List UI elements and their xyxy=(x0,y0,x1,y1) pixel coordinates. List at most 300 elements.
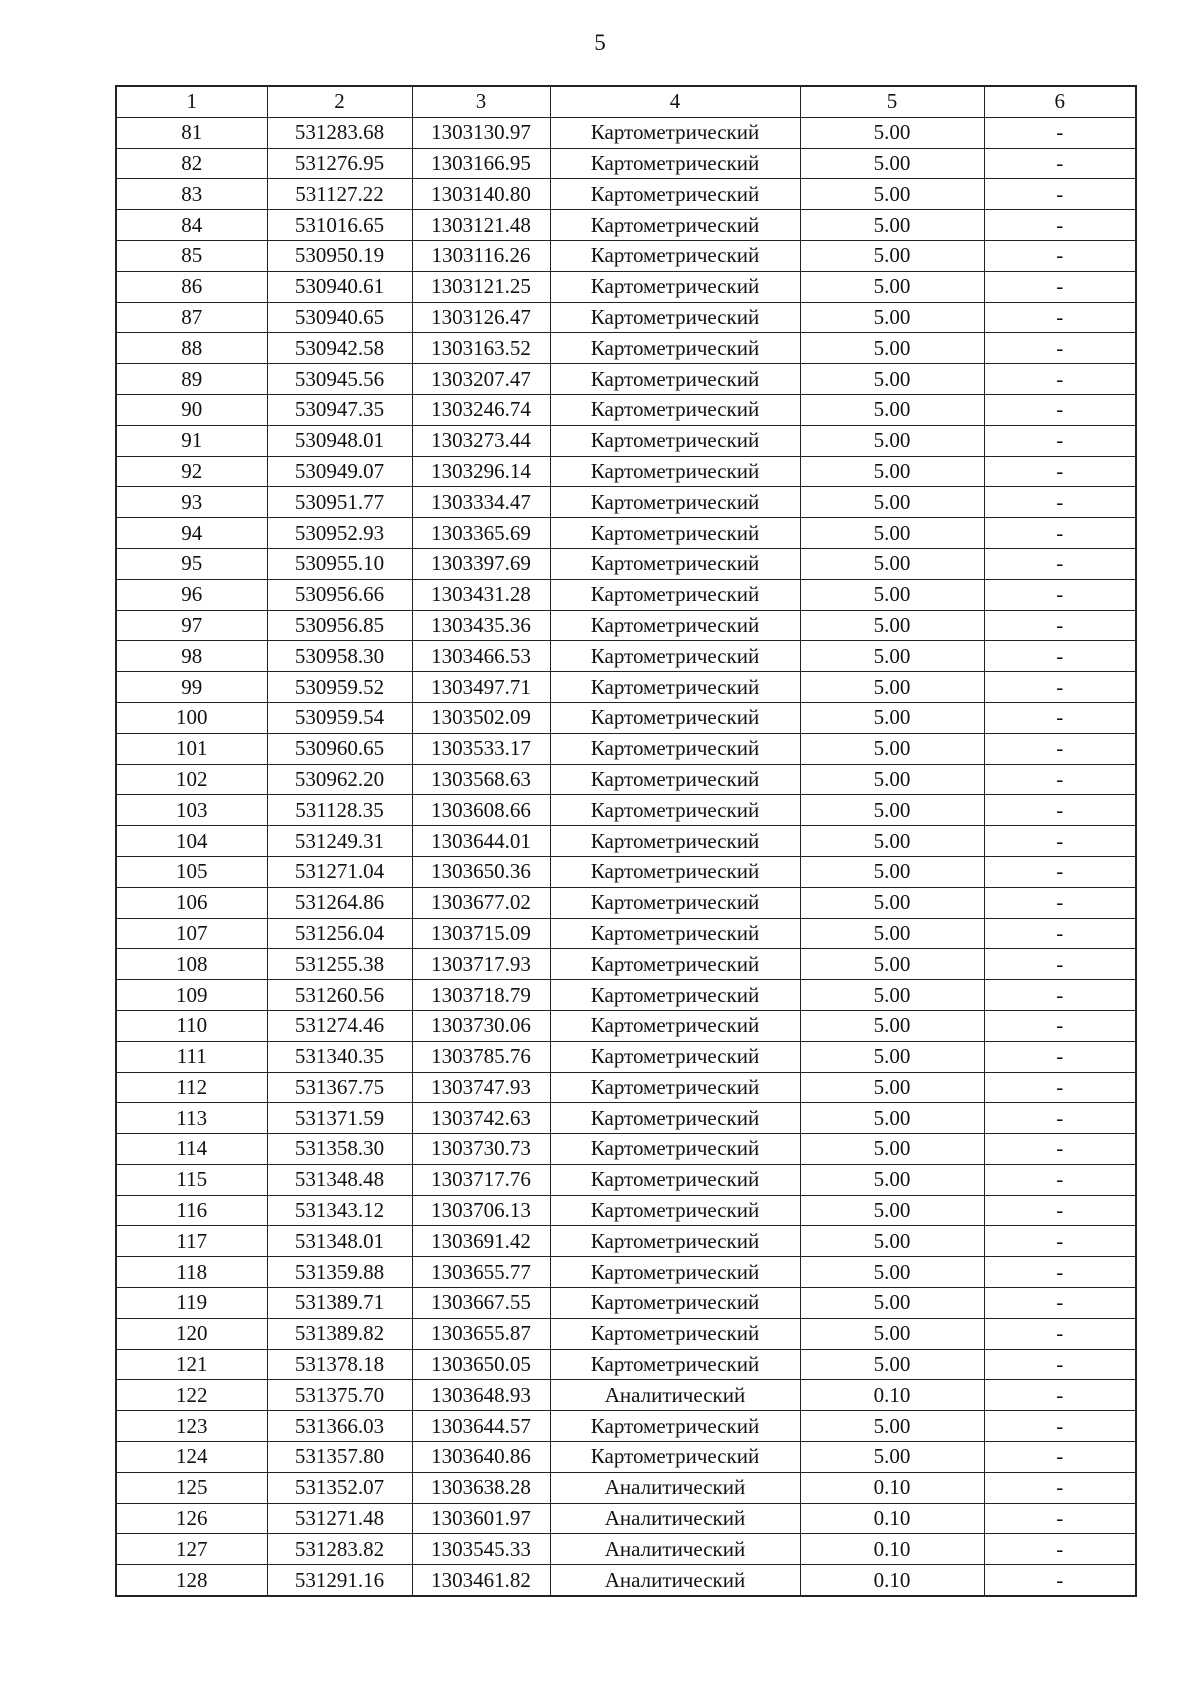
cell-y-coordinate: 1303502.09 xyxy=(412,702,550,733)
table-row xyxy=(116,394,1136,425)
cell-point-number: 107 xyxy=(116,918,267,949)
cell-accuracy: 0.10 xyxy=(800,1503,984,1534)
cell-note: - xyxy=(984,1103,1136,1134)
table-row xyxy=(116,1195,1136,1226)
cell-x-coordinate: 531343.12 xyxy=(267,1195,412,1226)
cell-accuracy: 5.00 xyxy=(800,887,984,918)
cell-method: Картометрический xyxy=(550,394,800,425)
cell-y-coordinate: 1303730.06 xyxy=(412,1010,550,1041)
cell-y-coordinate: 1303644.57 xyxy=(412,1411,550,1442)
cell-method: Аналитический xyxy=(550,1472,800,1503)
cell-x-coordinate: 530956.85 xyxy=(267,610,412,641)
cell-accuracy: 5.00 xyxy=(800,425,984,456)
cell-accuracy: 5.00 xyxy=(800,394,984,425)
cell-y-coordinate: 1303730.73 xyxy=(412,1134,550,1165)
cell-note: - xyxy=(984,672,1136,703)
cell-note: - xyxy=(984,1195,1136,1226)
cell-accuracy: 5.00 xyxy=(800,795,984,826)
cell-y-coordinate: 1303706.13 xyxy=(412,1195,550,1226)
cell-note: - xyxy=(984,456,1136,487)
cell-x-coordinate: 531016.65 xyxy=(267,210,412,241)
table-row xyxy=(116,1503,1136,1534)
cell-x-coordinate: 530956.66 xyxy=(267,579,412,610)
cell-point-number: 86 xyxy=(116,271,267,302)
cell-y-coordinate: 1303667.55 xyxy=(412,1288,550,1319)
table-row xyxy=(116,487,1136,518)
table-body xyxy=(116,117,1136,1596)
cell-x-coordinate: 531378.18 xyxy=(267,1349,412,1380)
cell-x-coordinate: 531367.75 xyxy=(267,1072,412,1103)
table-row xyxy=(116,1010,1136,1041)
cell-method: Картометрический xyxy=(550,1349,800,1380)
table-row xyxy=(116,579,1136,610)
cell-method: Картометрический xyxy=(550,1318,800,1349)
cell-note: - xyxy=(984,980,1136,1011)
cell-point-number: 116 xyxy=(116,1195,267,1226)
cell-y-coordinate: 1303785.76 xyxy=(412,1041,550,1072)
cell-x-coordinate: 530951.77 xyxy=(267,487,412,518)
cell-point-number: 103 xyxy=(116,795,267,826)
cell-note: - xyxy=(984,1041,1136,1072)
cell-point-number: 128 xyxy=(116,1565,267,1596)
cell-note: - xyxy=(984,333,1136,364)
cell-y-coordinate: 1303568.63 xyxy=(412,764,550,795)
table-row xyxy=(116,1164,1136,1195)
cell-y-coordinate: 1303648.93 xyxy=(412,1380,550,1411)
cell-accuracy: 5.00 xyxy=(800,610,984,641)
cell-y-coordinate: 1303650.05 xyxy=(412,1349,550,1380)
cell-point-number: 104 xyxy=(116,826,267,857)
cell-accuracy: 5.00 xyxy=(800,1411,984,1442)
cell-method: Картометрический xyxy=(550,456,800,487)
cell-accuracy: 5.00 xyxy=(800,1257,984,1288)
cell-method: Картометрический xyxy=(550,795,800,826)
cell-accuracy: 5.00 xyxy=(800,240,984,271)
cell-method: Картометрический xyxy=(550,1103,800,1134)
cell-point-number: 96 xyxy=(116,579,267,610)
cell-method: Картометрический xyxy=(550,487,800,518)
cell-note: - xyxy=(984,1164,1136,1195)
cell-x-coordinate: 531352.07 xyxy=(267,1472,412,1503)
cell-accuracy: 5.00 xyxy=(800,364,984,395)
table-row xyxy=(116,456,1136,487)
table-row xyxy=(116,1318,1136,1349)
cell-accuracy: 5.00 xyxy=(800,179,984,210)
cell-note: - xyxy=(984,887,1136,918)
table-row xyxy=(116,1349,1136,1380)
cell-x-coordinate: 531128.35 xyxy=(267,795,412,826)
cell-y-coordinate: 1303742.63 xyxy=(412,1103,550,1134)
cell-y-coordinate: 1303140.80 xyxy=(412,179,550,210)
cell-note: - xyxy=(984,1534,1136,1565)
cell-note: - xyxy=(984,394,1136,425)
cell-point-number: 87 xyxy=(116,302,267,333)
cell-note: - xyxy=(984,1318,1136,1349)
cell-point-number: 105 xyxy=(116,856,267,887)
cell-point-number: 114 xyxy=(116,1134,267,1165)
cell-point-number: 108 xyxy=(116,949,267,980)
cell-method: Картометрический xyxy=(550,1411,800,1442)
cell-x-coordinate: 531375.70 xyxy=(267,1380,412,1411)
cell-y-coordinate: 1303130.97 xyxy=(412,117,550,148)
cell-x-coordinate: 531340.35 xyxy=(267,1041,412,1072)
table-row xyxy=(116,1226,1136,1257)
cell-note: - xyxy=(984,179,1136,210)
cell-x-coordinate: 531249.31 xyxy=(267,826,412,857)
cell-accuracy: 5.00 xyxy=(800,1226,984,1257)
table-row xyxy=(116,1288,1136,1319)
cell-point-number: 119 xyxy=(116,1288,267,1319)
cell-method: Аналитический xyxy=(550,1534,800,1565)
header-cell-3: 3 xyxy=(412,86,550,117)
table-row xyxy=(116,302,1136,333)
cell-accuracy: 0.10 xyxy=(800,1534,984,1565)
cell-point-number: 81 xyxy=(116,117,267,148)
cell-point-number: 101 xyxy=(116,733,267,764)
cell-note: - xyxy=(984,271,1136,302)
cell-x-coordinate: 531283.82 xyxy=(267,1534,412,1565)
table-row xyxy=(116,179,1136,210)
cell-accuracy: 5.00 xyxy=(800,271,984,302)
cell-note: - xyxy=(984,210,1136,241)
cell-note: - xyxy=(984,1442,1136,1473)
table-row xyxy=(116,702,1136,733)
cell-x-coordinate: 531357.80 xyxy=(267,1442,412,1473)
cell-accuracy: 5.00 xyxy=(800,672,984,703)
cell-y-coordinate: 1303431.28 xyxy=(412,579,550,610)
table-row xyxy=(116,856,1136,887)
cell-point-number: 83 xyxy=(116,179,267,210)
cell-x-coordinate: 531389.71 xyxy=(267,1288,412,1319)
cell-x-coordinate: 531276.95 xyxy=(267,148,412,179)
cell-point-number: 123 xyxy=(116,1411,267,1442)
table-row xyxy=(116,949,1136,980)
cell-x-coordinate: 531271.04 xyxy=(267,856,412,887)
cell-note: - xyxy=(984,826,1136,857)
cell-accuracy: 5.00 xyxy=(800,1041,984,1072)
cell-y-coordinate: 1303334.47 xyxy=(412,487,550,518)
cell-note: - xyxy=(984,1134,1136,1165)
cell-y-coordinate: 1303644.01 xyxy=(412,826,550,857)
cell-note: - xyxy=(984,733,1136,764)
cell-y-coordinate: 1303461.82 xyxy=(412,1565,550,1596)
table-row xyxy=(116,980,1136,1011)
cell-method: Картометрический xyxy=(550,641,800,672)
cell-method: Картометрический xyxy=(550,887,800,918)
cell-note: - xyxy=(984,764,1136,795)
cell-accuracy: 5.00 xyxy=(800,980,984,1011)
cell-point-number: 118 xyxy=(116,1257,267,1288)
cell-note: - xyxy=(984,302,1136,333)
cell-accuracy: 5.00 xyxy=(800,1195,984,1226)
table-row xyxy=(116,148,1136,179)
coordinates-table xyxy=(115,85,1137,1597)
cell-accuracy: 5.00 xyxy=(800,333,984,364)
table-row xyxy=(116,1103,1136,1134)
cell-y-coordinate: 1303691.42 xyxy=(412,1226,550,1257)
cell-y-coordinate: 1303435.36 xyxy=(412,610,550,641)
cell-y-coordinate: 1303718.79 xyxy=(412,980,550,1011)
cell-method: Картометрический xyxy=(550,980,800,1011)
cell-x-coordinate: 530960.65 xyxy=(267,733,412,764)
cell-method: Картометрический xyxy=(550,117,800,148)
cell-point-number: 112 xyxy=(116,1072,267,1103)
cell-method: Картометрический xyxy=(550,210,800,241)
cell-y-coordinate: 1303545.33 xyxy=(412,1534,550,1565)
table-row xyxy=(116,1442,1136,1473)
table-row xyxy=(116,425,1136,456)
cell-accuracy: 5.00 xyxy=(800,1164,984,1195)
cell-accuracy: 5.00 xyxy=(800,456,984,487)
cell-x-coordinate: 530958.30 xyxy=(267,641,412,672)
cell-x-coordinate: 531264.86 xyxy=(267,887,412,918)
cell-method: Картометрический xyxy=(550,240,800,271)
table-row xyxy=(116,918,1136,949)
cell-point-number: 127 xyxy=(116,1534,267,1565)
cell-method: Картометрический xyxy=(550,1134,800,1165)
cell-x-coordinate: 531283.68 xyxy=(267,117,412,148)
cell-point-number: 113 xyxy=(116,1103,267,1134)
cell-point-number: 95 xyxy=(116,548,267,579)
cell-accuracy: 5.00 xyxy=(800,1288,984,1319)
table-row xyxy=(116,1041,1136,1072)
header-cell-2: 2 xyxy=(267,86,412,117)
cell-note: - xyxy=(984,1072,1136,1103)
cell-y-coordinate: 1303715.09 xyxy=(412,918,550,949)
cell-x-coordinate: 531348.01 xyxy=(267,1226,412,1257)
cell-accuracy: 5.00 xyxy=(800,1010,984,1041)
header-cell-5: 5 xyxy=(800,86,984,117)
table-row xyxy=(116,210,1136,241)
cell-point-number: 99 xyxy=(116,672,267,703)
cell-x-coordinate: 531371.59 xyxy=(267,1103,412,1134)
cell-method: Картометрический xyxy=(550,949,800,980)
cell-y-coordinate: 1303121.25 xyxy=(412,271,550,302)
cell-note: - xyxy=(984,1349,1136,1380)
cell-note: - xyxy=(984,148,1136,179)
cell-method: Картометрический xyxy=(550,425,800,456)
cell-accuracy: 5.00 xyxy=(800,1318,984,1349)
cell-method: Картометрический xyxy=(550,1442,800,1473)
table-row xyxy=(116,518,1136,549)
cell-method: Картометрический xyxy=(550,1257,800,1288)
cell-y-coordinate: 1303655.77 xyxy=(412,1257,550,1288)
cell-method: Аналитический xyxy=(550,1565,800,1596)
cell-y-coordinate: 1303397.69 xyxy=(412,548,550,579)
cell-accuracy: 5.00 xyxy=(800,856,984,887)
cell-y-coordinate: 1303166.95 xyxy=(412,148,550,179)
header-cell-4: 4 xyxy=(550,86,800,117)
cell-method: Картометрический xyxy=(550,1195,800,1226)
cell-note: - xyxy=(984,548,1136,579)
cell-method: Картометрический xyxy=(550,579,800,610)
cell-note: - xyxy=(984,795,1136,826)
table-row xyxy=(116,826,1136,857)
cell-x-coordinate: 531256.04 xyxy=(267,918,412,949)
cell-x-coordinate: 531271.48 xyxy=(267,1503,412,1534)
cell-x-coordinate: 530959.54 xyxy=(267,702,412,733)
cell-accuracy: 5.00 xyxy=(800,487,984,518)
table-row xyxy=(116,364,1136,395)
table-row xyxy=(116,1565,1136,1596)
cell-y-coordinate: 1303717.76 xyxy=(412,1164,550,1195)
cell-note: - xyxy=(984,425,1136,456)
table-row xyxy=(116,1472,1136,1503)
cell-method: Картометрический xyxy=(550,918,800,949)
cell-y-coordinate: 1303533.17 xyxy=(412,733,550,764)
cell-accuracy: 5.00 xyxy=(800,579,984,610)
cell-note: - xyxy=(984,1288,1136,1319)
cell-x-coordinate: 531389.82 xyxy=(267,1318,412,1349)
cell-x-coordinate: 530945.56 xyxy=(267,364,412,395)
cell-accuracy: 5.00 xyxy=(800,1442,984,1473)
cell-y-coordinate: 1303163.52 xyxy=(412,333,550,364)
cell-point-number: 110 xyxy=(116,1010,267,1041)
cell-accuracy: 5.00 xyxy=(800,1103,984,1134)
cell-accuracy: 5.00 xyxy=(800,148,984,179)
table-row xyxy=(116,1072,1136,1103)
cell-point-number: 84 xyxy=(116,210,267,241)
cell-accuracy: 0.10 xyxy=(800,1380,984,1411)
cell-method: Картометрический xyxy=(550,333,800,364)
cell-method: Картометрический xyxy=(550,672,800,703)
cell-note: - xyxy=(984,1503,1136,1534)
cell-point-number: 91 xyxy=(116,425,267,456)
cell-y-coordinate: 1303655.87 xyxy=(412,1318,550,1349)
table-row xyxy=(116,610,1136,641)
cell-point-number: 106 xyxy=(116,887,267,918)
cell-x-coordinate: 531127.22 xyxy=(267,179,412,210)
cell-note: - xyxy=(984,1226,1136,1257)
cell-method: Картометрический xyxy=(550,1072,800,1103)
cell-accuracy: 0.10 xyxy=(800,1565,984,1596)
cell-point-number: 85 xyxy=(116,240,267,271)
cell-note: - xyxy=(984,117,1136,148)
cell-method: Картометрический xyxy=(550,764,800,795)
cell-accuracy: 5.00 xyxy=(800,918,984,949)
cell-accuracy: 5.00 xyxy=(800,518,984,549)
cell-x-coordinate: 530950.19 xyxy=(267,240,412,271)
cell-method: Картометрический xyxy=(550,1288,800,1319)
cell-note: - xyxy=(984,487,1136,518)
table-row xyxy=(116,1134,1136,1165)
cell-x-coordinate: 530942.58 xyxy=(267,333,412,364)
cell-note: - xyxy=(984,702,1136,733)
table-row xyxy=(116,887,1136,918)
cell-method: Картометрический xyxy=(550,548,800,579)
cell-accuracy: 5.00 xyxy=(800,641,984,672)
cell-note: - xyxy=(984,949,1136,980)
cell-note: - xyxy=(984,1411,1136,1442)
cell-y-coordinate: 1303677.02 xyxy=(412,887,550,918)
table-row xyxy=(116,271,1136,302)
table-row xyxy=(116,117,1136,148)
cell-x-coordinate: 530952.93 xyxy=(267,518,412,549)
header-cell-6: 6 xyxy=(984,86,1136,117)
cell-y-coordinate: 1303638.28 xyxy=(412,1472,550,1503)
cell-note: - xyxy=(984,856,1136,887)
cell-y-coordinate: 1303608.66 xyxy=(412,795,550,826)
cell-note: - xyxy=(984,1565,1136,1596)
cell-x-coordinate: 531260.56 xyxy=(267,980,412,1011)
cell-accuracy: 5.00 xyxy=(800,733,984,764)
cell-note: - xyxy=(984,579,1136,610)
cell-accuracy: 5.00 xyxy=(800,117,984,148)
cell-accuracy: 0.10 xyxy=(800,1472,984,1503)
cell-method: Картометрический xyxy=(550,364,800,395)
cell-point-number: 90 xyxy=(116,394,267,425)
cell-method: Картометрический xyxy=(550,148,800,179)
cell-y-coordinate: 1303246.74 xyxy=(412,394,550,425)
cell-point-number: 125 xyxy=(116,1472,267,1503)
table-row xyxy=(116,672,1136,703)
cell-y-coordinate: 1303650.36 xyxy=(412,856,550,887)
cell-x-coordinate: 531359.88 xyxy=(267,1257,412,1288)
cell-x-coordinate: 530962.20 xyxy=(267,764,412,795)
cell-x-coordinate: 531358.30 xyxy=(267,1134,412,1165)
cell-x-coordinate: 530949.07 xyxy=(267,456,412,487)
cell-note: - xyxy=(984,1257,1136,1288)
table-header xyxy=(116,86,1136,117)
cell-accuracy: 5.00 xyxy=(800,764,984,795)
cell-point-number: 115 xyxy=(116,1164,267,1195)
cell-x-coordinate: 531255.38 xyxy=(267,949,412,980)
table-row xyxy=(116,548,1136,579)
cell-y-coordinate: 1303207.47 xyxy=(412,364,550,395)
table-row xyxy=(116,333,1136,364)
cell-note: - xyxy=(984,240,1136,271)
cell-note: - xyxy=(984,918,1136,949)
cell-accuracy: 5.00 xyxy=(800,949,984,980)
cell-y-coordinate: 1303640.86 xyxy=(412,1442,550,1473)
cell-method: Картометрический xyxy=(550,1226,800,1257)
table-row xyxy=(116,1534,1136,1565)
cell-point-number: 111 xyxy=(116,1041,267,1072)
cell-x-coordinate: 530947.35 xyxy=(267,394,412,425)
cell-note: - xyxy=(984,610,1136,641)
cell-y-coordinate: 1303126.47 xyxy=(412,302,550,333)
cell-point-number: 124 xyxy=(116,1442,267,1473)
cell-point-number: 92 xyxy=(116,456,267,487)
cell-accuracy: 5.00 xyxy=(800,702,984,733)
cell-method: Картометрический xyxy=(550,1010,800,1041)
cell-y-coordinate: 1303121.48 xyxy=(412,210,550,241)
cell-method: Картометрический xyxy=(550,179,800,210)
cell-note: - xyxy=(984,1010,1136,1041)
cell-x-coordinate: 531274.46 xyxy=(267,1010,412,1041)
cell-y-coordinate: 1303273.44 xyxy=(412,425,550,456)
header-cell-1: 1 xyxy=(116,86,267,117)
cell-y-coordinate: 1303497.71 xyxy=(412,672,550,703)
cell-method: Картометрический xyxy=(550,1164,800,1195)
cell-method: Картометрический xyxy=(550,702,800,733)
cell-method: Аналитический xyxy=(550,1503,800,1534)
cell-y-coordinate: 1303116.26 xyxy=(412,240,550,271)
cell-accuracy: 5.00 xyxy=(800,210,984,241)
cell-method: Аналитический xyxy=(550,1380,800,1411)
cell-point-number: 88 xyxy=(116,333,267,364)
cell-point-number: 94 xyxy=(116,518,267,549)
cell-x-coordinate: 531348.48 xyxy=(267,1164,412,1195)
table-row xyxy=(116,240,1136,271)
table-row xyxy=(116,641,1136,672)
cell-point-number: 89 xyxy=(116,364,267,395)
header-row xyxy=(116,86,1136,117)
cell-point-number: 102 xyxy=(116,764,267,795)
table-row xyxy=(116,795,1136,826)
table-row xyxy=(116,733,1136,764)
cell-x-coordinate: 530940.61 xyxy=(267,271,412,302)
